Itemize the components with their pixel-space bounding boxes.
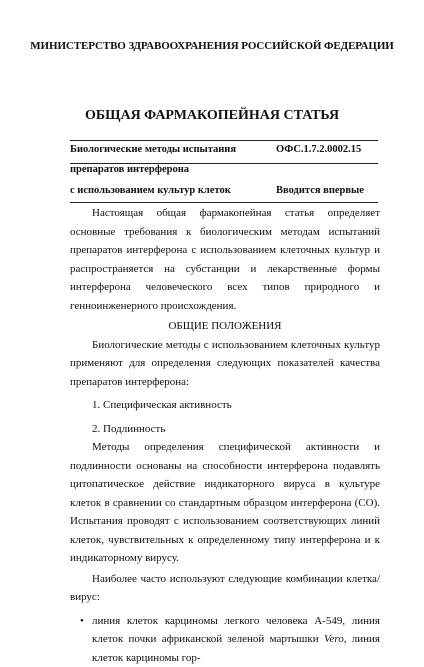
ministry-heading: МИНИСТЕРСТВО ЗДРАВООХРАНЕНИЯ РОССИЙСКОЙ ФЕДЕРАЦИИ bbox=[0, 40, 424, 52]
intro-paragraph: Настоящая общая фармакопейная статья определяет основные требования к биологическим методам испытаний препаратов интерферона с использованием клеточных культур и распространяется на субстанции и лекарственные формы интерферона человеческого всех типов природного и генноинженерного происхождения. bbox=[70, 204, 380, 315]
bullet-icon: • bbox=[80, 612, 84, 631]
paragraph-principle: Методы определения специфической активности и подлинности основаны на способности интерферона подавлять цитопатическое действие индикаторного вируса в культуре клеток в сравнении со стандартным образцом интерферона (СО). Испытания проводят с использованием соответствующих линий клеток, чувствительных к определенному типу интерферона и к индикаторному вирусу. bbox=[70, 438, 380, 568]
list-item: 2. Подлинность bbox=[92, 420, 380, 439]
document-body bbox=[70, 204, 380, 667]
bullet-text: линия клеток карциномы легкого человека А-549, линия клеток почки африканской зеленой мартышки bbox=[92, 615, 380, 646]
document-code: ОФС.1.7.2.0002.15 bbox=[276, 144, 361, 155]
list-item: 1. Специфическая активность bbox=[92, 396, 380, 415]
bullet-item bbox=[70, 612, 380, 667]
document-title: ОБЩАЯ ФАРМАКОПЕЙНАЯ СТАТЬЯ bbox=[0, 108, 424, 124]
header-subject-line-3: с использованием культур клеток bbox=[70, 185, 231, 196]
paragraph-combinations: Наиболее часто используют следующие комбинации клетка/вирус: bbox=[70, 570, 380, 607]
bullet-italic-term: Vero bbox=[324, 633, 344, 645]
header-subject-line-1: Биологические методы испытания bbox=[70, 144, 236, 155]
introduced-note: Вводится впервые bbox=[276, 185, 364, 196]
section-heading: ОБЩИЕ ПОЛОЖЕНИЯ bbox=[70, 317, 380, 336]
header-subject-line-2: препаратов интерферона bbox=[70, 164, 189, 175]
bullet-text-end: , линия клеток карциномы гор- bbox=[92, 633, 380, 664]
paragraph-methods: Биологические методы с использованием клеточных культур применяют для определения следующих показателей качества препаратов интерферона: bbox=[70, 336, 380, 392]
header-rule-bottom bbox=[70, 202, 378, 203]
header-rule-top bbox=[70, 140, 378, 141]
